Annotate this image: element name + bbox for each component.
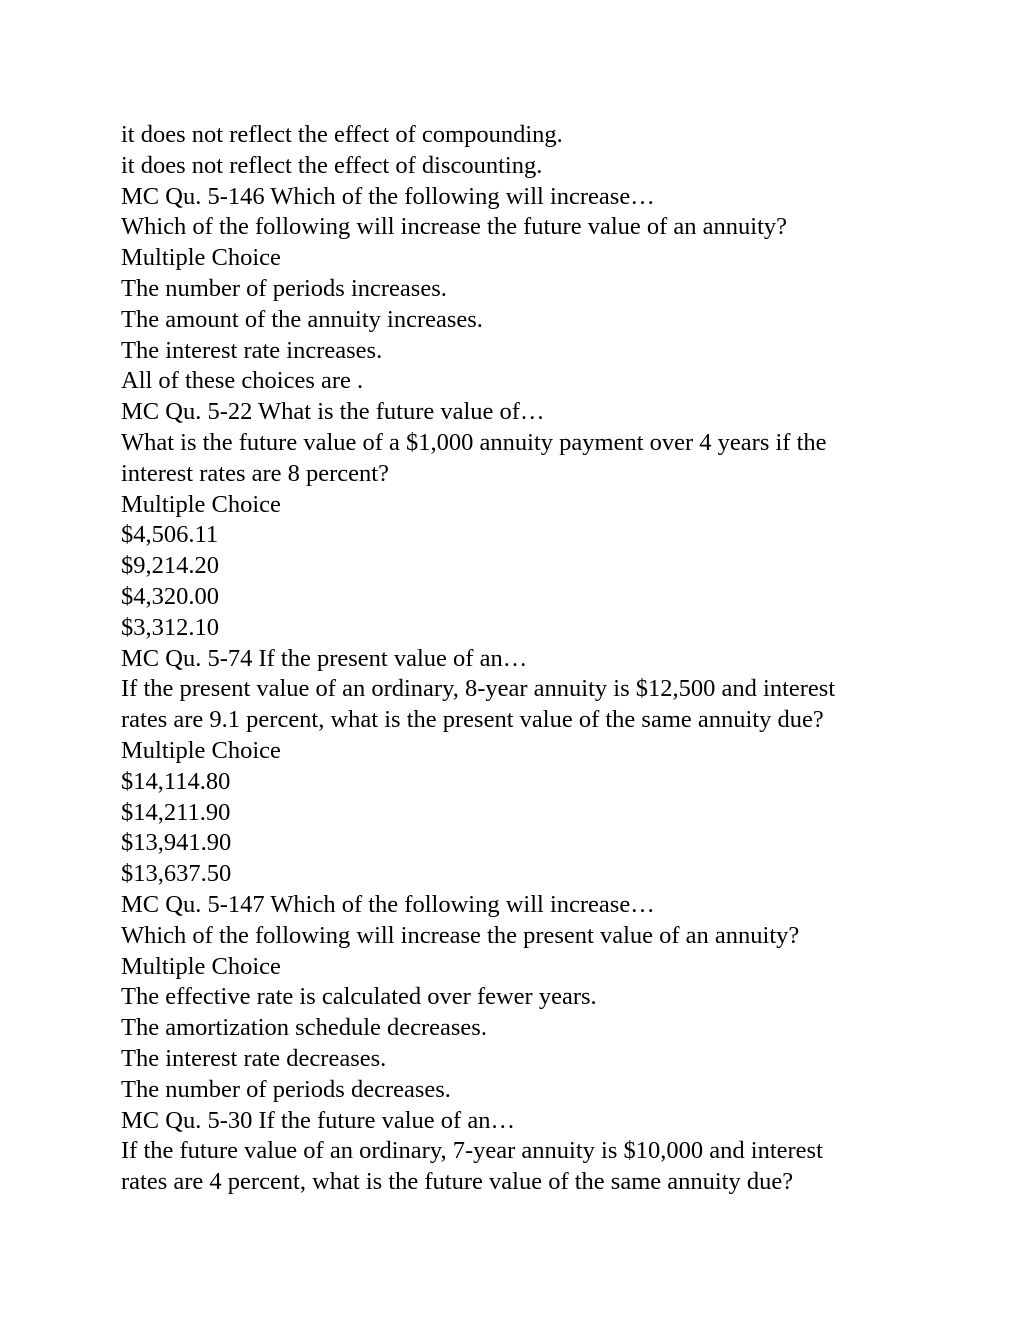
answer-option: The amortization schedule decreases. xyxy=(121,1014,487,1042)
answer-option: it does not reflect the effect of discounting. xyxy=(121,151,543,179)
question-text: What is the future value of a $1,000 annuity payment over 4 years if the xyxy=(121,428,827,456)
question-text: Which of the following will increase the present value of an annuity? xyxy=(121,921,800,949)
answer-option: The amount of the annuity increases. xyxy=(121,305,483,333)
answer-option: The interest rate decreases. xyxy=(121,1044,387,1072)
answer-option: $3,312.10 xyxy=(121,613,219,641)
answer-option: The interest rate increases. xyxy=(121,336,383,364)
answer-option: $9,214.20 xyxy=(121,552,219,580)
question-heading: MC Qu. 5-30 If the future value of an… xyxy=(121,1106,515,1134)
question-text: If the present value of an ordinary, 8-year annuity is $12,500 and interest xyxy=(121,675,836,703)
question-text: rates are 4 percent, what is the future value of the same annuity due? xyxy=(121,1168,794,1196)
answer-option: $4,320.00 xyxy=(121,582,219,610)
question-text: If the future value of an ordinary, 7-year annuity is $10,000 and interest xyxy=(121,1137,823,1165)
question-text: Which of the following will increase the future value of an annuity? xyxy=(121,213,788,241)
question-heading: MC Qu. 5-74 If the present value of an… xyxy=(121,644,528,672)
question-heading: MC Qu. 5-147 Which of the following will increase… xyxy=(121,890,655,918)
question-type-label: Multiple Choice xyxy=(121,490,281,518)
question-type-label: Multiple Choice xyxy=(121,952,281,980)
question-type-label: Multiple Choice xyxy=(121,736,281,764)
question-heading: MC Qu. 5-22 What is the future value of… xyxy=(121,398,545,426)
answer-option: $14,211.90 xyxy=(121,798,231,826)
answer-option: The effective rate is calculated over fewer years. xyxy=(121,983,597,1011)
document-body xyxy=(121,120,921,1198)
question-type-label: Multiple Choice xyxy=(121,244,281,272)
answer-option: $4,506.11 xyxy=(121,521,219,549)
answer-option: $13,637.50 xyxy=(121,860,232,888)
answer-option: The number of periods decreases. xyxy=(121,1075,451,1103)
answer-option: All of these choices are . xyxy=(121,367,364,395)
answer-option: $13,941.90 xyxy=(121,829,232,857)
question-text: rates are 9.1 percent, what is the present value of the same annuity due? xyxy=(121,706,824,734)
question-heading: MC Qu. 5-146 Which of the following will increase… xyxy=(121,182,655,210)
answer-option: $14,114.80 xyxy=(121,767,231,795)
answer-option: The number of periods increases. xyxy=(121,274,447,302)
question-text: interest rates are 8 percent? xyxy=(121,459,389,487)
answer-option: it does not reflect the effect of compounding. xyxy=(121,121,563,148)
